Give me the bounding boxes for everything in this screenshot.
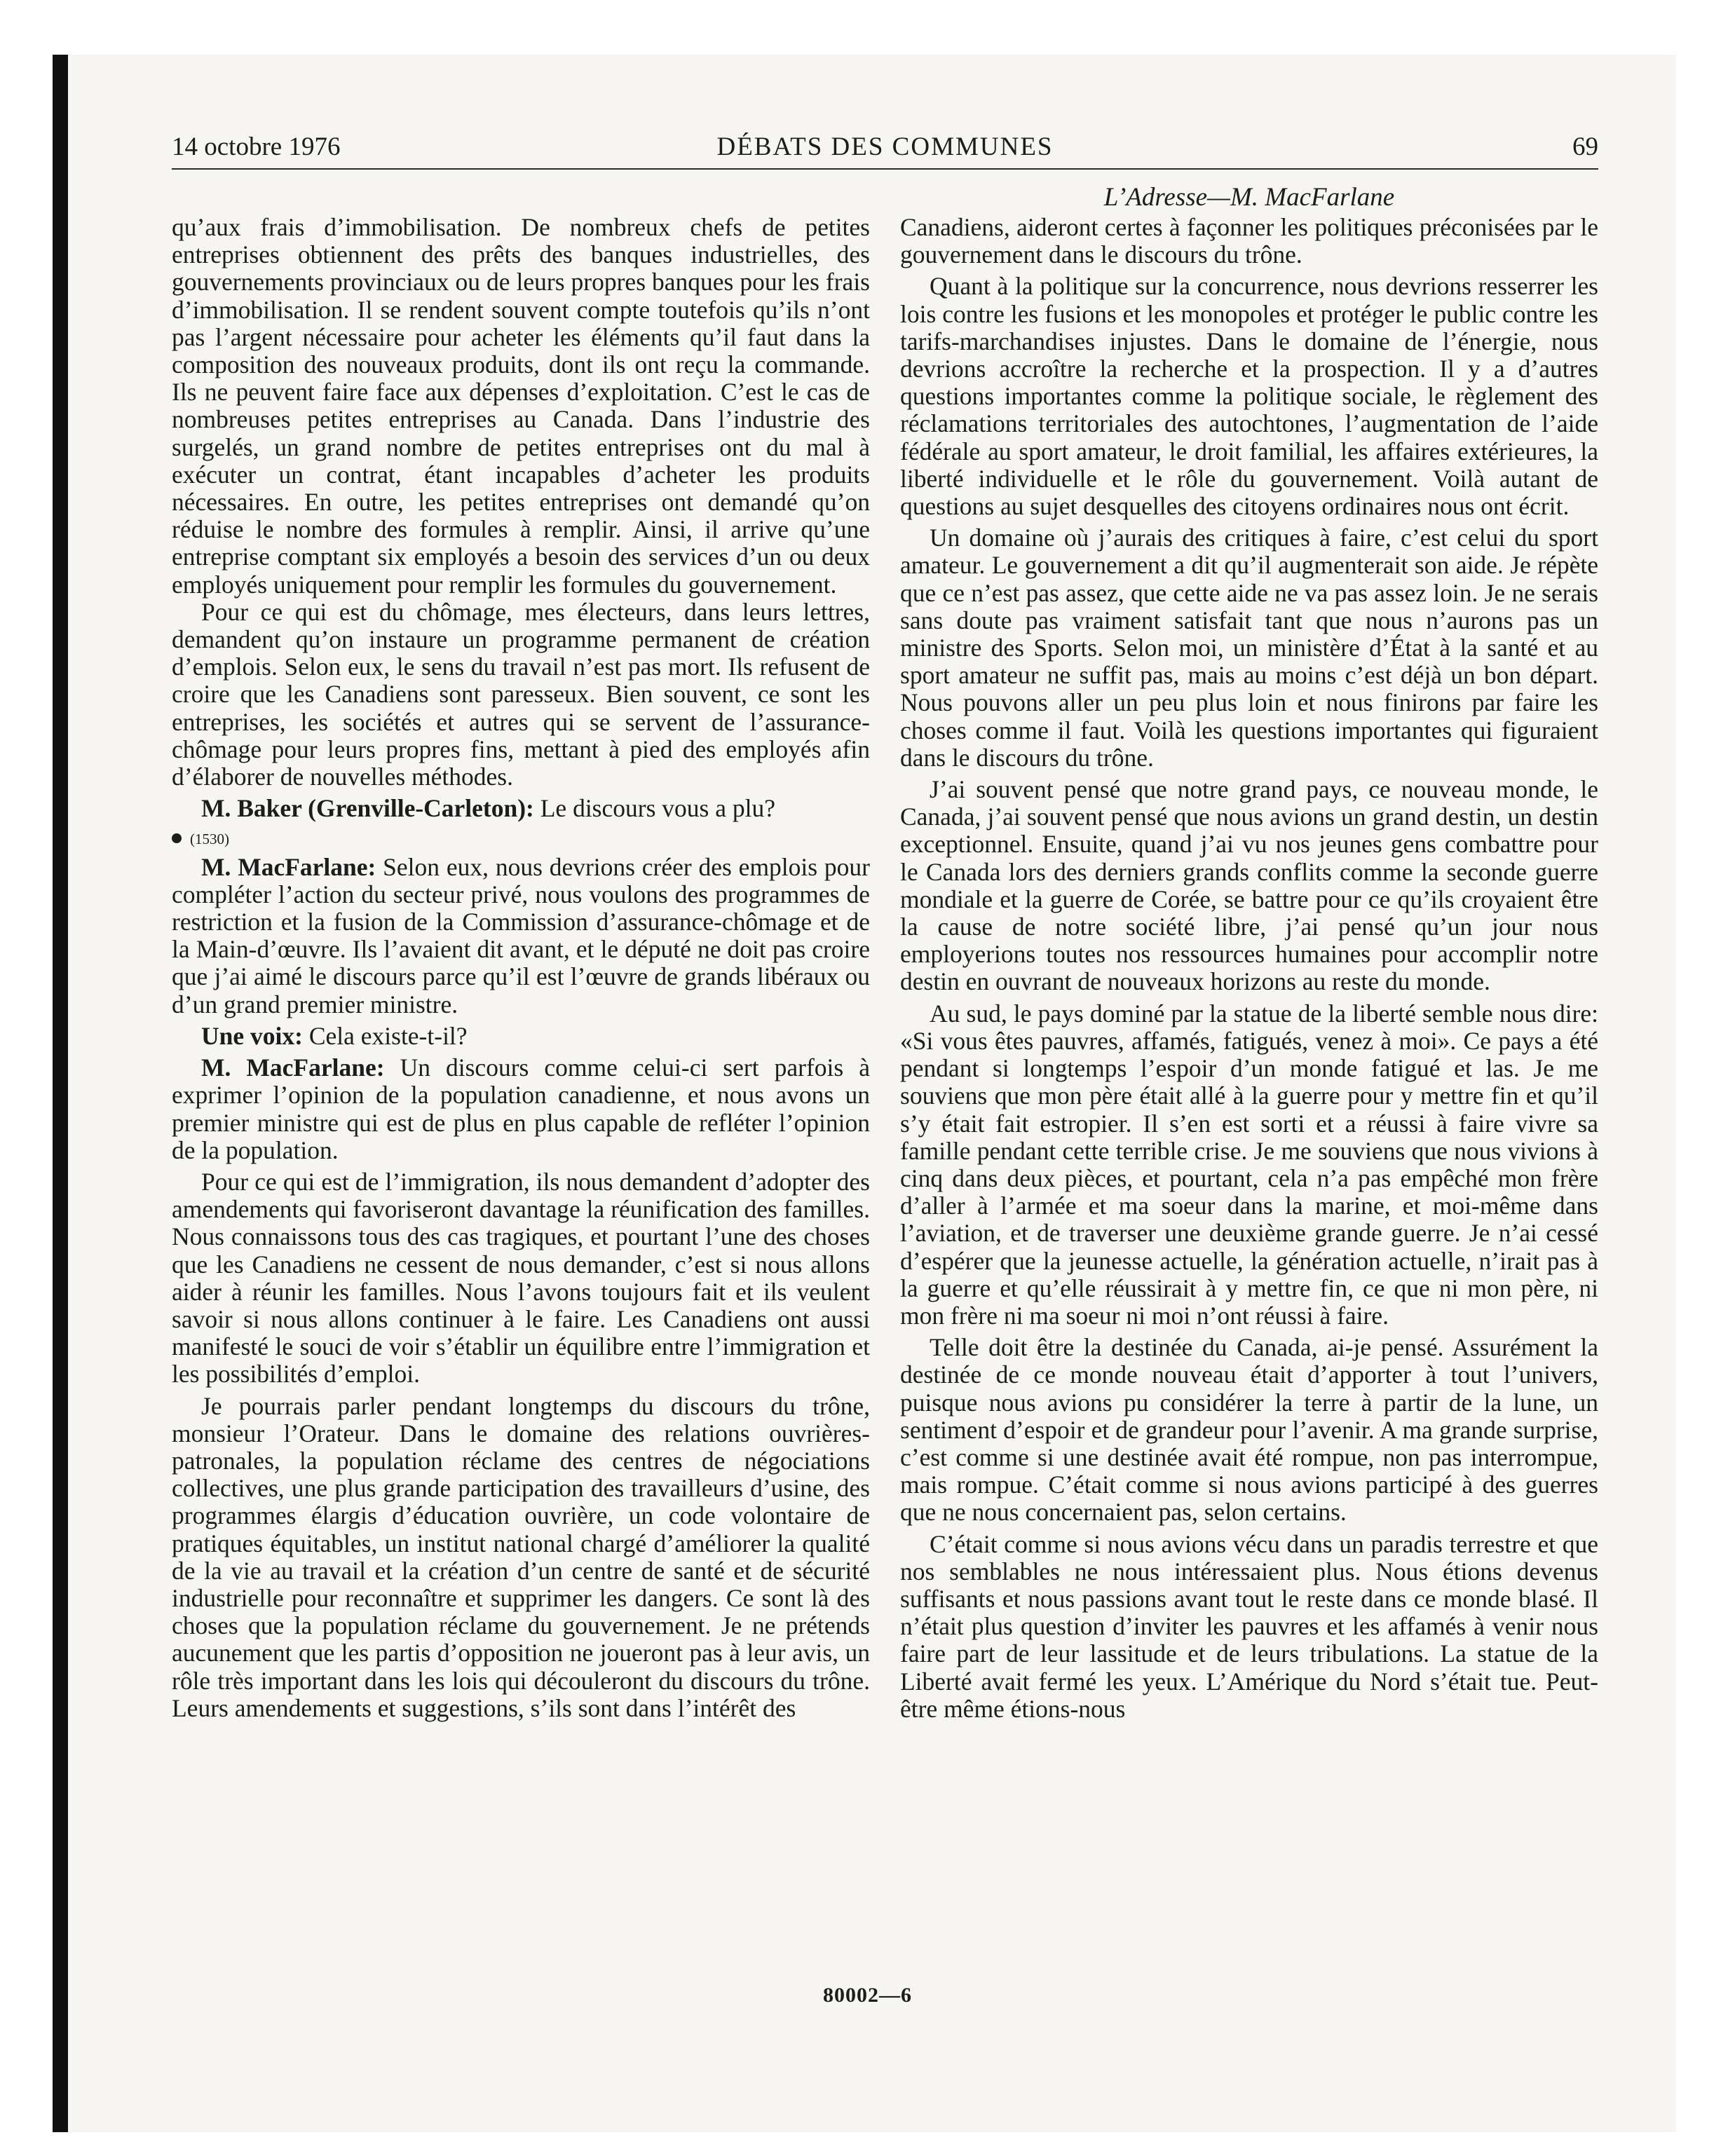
running-head: L’Adresse—M. MacFarlane xyxy=(1103,183,1395,212)
scan-edge-shadow xyxy=(53,55,68,2132)
speech-text: Un discours comme celui-ci sert parfois à exprimer l’opinion de la population canadienne, et nous avons un premier ministre qui est de plus en plus capable de refléter l’opinion de la population. xyxy=(172,1053,870,1164)
header-date: 14 octobre 1976 xyxy=(172,132,341,161)
speech-text: Selon eux, nous devrions créer des emplois pour compléter l’action du secteur privé, nous voulons des programmes de restriction et la fusion de la Commission d’assurance-chômage et de la Main-d’œuvre. Ils l’avaient dit avant, et le député ne doit pas croire que j’ai aimé le discours parce qu’il est l’œuvre de grands libéraux ou d’un grand premier ministre. xyxy=(172,852,870,1018)
paragraph: Un domaine où j’aurais des critiques à faire, c’est celui du sport amateur. Le gouvernement a dit qu’il augmenterait son aide. Je répète que ce n’est pas assez, que cette aide ne va pas assez loin. Je ne serais sans doute pas vraiment satisfait tant que nous n’aurons pas un ministre des Sports. Selon moi, un ministère d’État à la santé et au sport amateur ne suffit pas, mais au moins c’est déjà un bon départ. Nous pouvons aller un peu plus loin et nous finirons par faire les choses comme il faut. Voilà les questions importantes qui figuraient dans le discours du trône. xyxy=(900,524,1598,772)
speech-text: Cela existe-t-il? xyxy=(302,1021,468,1050)
paragraph: Telle doit être la destinée du Canada, ai-je pensé. Assurément la destinée de ce monde nouveau était d’apporter à tout l’univers, puisque nous avions pu considérer la terre à partir de la lune, un sentiment d’espoir et de grandeur pour l’avenir. A ma grande surprise, c’est comme si une destinée avait été rompue, non pas interrompue, mais rompue. C’était comme si nous avions participé à des guerres que ne nous concernaient pas, selon certains. xyxy=(900,1333,1598,1527)
speaker-name: M. MacFarlane: xyxy=(201,1053,385,1082)
right-column xyxy=(900,214,1598,1723)
bullet-icon xyxy=(172,833,182,843)
paragraph: Quant à la politique sur la concurrence, nous devrions resserrer les lois contre les fusions et les monopoles et protéger le public contre les tarifs-marchandises injustes. Dans le domaine de l’énergie, nous devrions accroître la recherche et la prospection. Il y a d’autres questions importantes comme la politique sociale, le règlement des réclamations territoriales des autochtones, l’augmentation de l’aide fédérale au sport amateur, le droit familial, les affaires extérieures, la liberté individuelle et le rôle du gouvernement. Voilà autant de questions au sujet desquelles des citoyens ordinaires nous ont écrit. xyxy=(900,272,1598,521)
left-column xyxy=(172,214,870,1722)
speech-text: Le discours vous a plu? xyxy=(533,794,775,823)
paragraph: qu’aux frais d’immobilisation. De nombreux chefs de petites entreprises obtiennent des prêts des banques industrielles, des gouvernements provinciaux ou de leurs propres banques pour les frais d’immobilisation. Il se rendent souvent compte toutefois qu’ils n’ont pas l’argent nécessaire pour acheter les éléments qu’il faut dans la composition des nouveaux produits, dont ils ont reçu la commande. Ils ne peuvent faire face aux dépenses d’exploitation. C’est le cas de nombreuses petites entreprises au Canada. Dans l’industrie des surgelés, un grand nombre de petites entreprises ont du mal à exécuter un contrat, étant incapables d’acheter les produits nécessaires. En outre, les petites entreprises ont demandé qu’on réduise le nombre des formules à remplir. Ainsi, il arrive qu’une entreprise comptant six employés a besoin des services d’un ou deux employés uniquement pour remplir les formules du gouvernement. xyxy=(172,213,870,599)
header-title: DÉBATS DES COMMUNES xyxy=(716,132,1054,161)
speaker-name: M. MacFarlane: xyxy=(201,852,376,881)
paragraph: Pour ce qui est de l’immigration, ils nous demandent d’adopter des amendements qui favoriseront davantage la réunification des familles. Nous connaissons tous des cas tragiques, et pourtant l’une des choses que les Canadiens ne cessent de nous demander, c’est si nous allons aider à réunir les familles. Nous l’avons toujours fait et ils veulent savoir si nous allons continuer à le faire. Les Canadiens ont aussi manifesté le souci de voir s’établir un équilibre entre l’immigration et les possibilités d’emploi. xyxy=(172,1167,870,1389)
paragraph: Pour ce qui est du chômage, mes électeurs, dans leurs lettres, demandent qu’on instaure un programme permanent de création d’emplois. Selon eux, le sens du travail n’est pas mort. Ils refusent de croire que les Canadiens sont paresseux. Bien souvent, ce sont les entreprises, les sociétés et autres qui se servent de l’assurance-chômage pour leurs propres fins, mettant à pied des employés afin d’élaborer de nouvelles méthodes. xyxy=(172,597,870,791)
timestamp: (1530) xyxy=(190,831,229,848)
speech-entry xyxy=(172,854,870,1018)
speech-entry xyxy=(172,795,870,822)
footer-signature-code: 80002—6 xyxy=(823,1984,912,2007)
paragraph: C’était comme si nous avions vécu dans un paradis terrestre et que nos semblables ne nous intéressaient plus. Nous étions devenus suffisants et nous passions avant tout le reste dans ce monde blasé. Il n’était plus question d’inviter les pauvres et les affamés à venir nous faire part de leur lassitude et de leurs tribulations. La statue de la Liberté avait fermé les yeux. L’Amérique du Nord s’était tue. Peut-être même étions-nous xyxy=(900,1529,1598,1723)
header-page-number: 69 xyxy=(1572,132,1598,161)
paragraph: Au sud, le pays dominé par la statue de la liberté semble nous dire: «Si vous êtes pauvres, affamés, fatigués, venez à moi». Ce pays a été pendant si longtemps l’espoir d’un monde fatigué et las. Je me souviens que mon père était allé à la guerre pour y mettre fin et qu’il s’y était fait estropier. Il s’en est sorti et a réussi à faire vivre sa famille pendant cette terrible crise. Je me souviens que nous vivions à cinq dans deux pièces, et pourtant, cela n’a pas empêché mon frère d’aller à l’armée et ma soeur dans la marine, et moi-même dans l’aviation, et de traverser une deuxième grande guerre. Je n’ai cessé d’espérer que la jeunesse actuelle, la génération actuelle, n’irait pas à la guerre et qu’elle réussirait à y mettre fin, ce que ni mon père, ni mon frère ni ma soeur ni moi n’ont réussi à faire. xyxy=(900,999,1598,1330)
paragraph: J’ai souvent pensé que notre grand pays, ce nouveau monde, le Canada, j’ai souvent pensé que nous avions un grand destin, un destin exceptionnel. Ensuite, quand j’ai vu nos jeunes gens combattre pour le Canada lors des derniers grands conflits comme la seconde guerre mondiale et la guerre de Corée, se battre pour ce qu’ils croyaient être la cause de notre société libre, j’ai pensé qu’un jour nous employerions toutes nos ressources humaines pour accomplir notre destin en ouvrant de nouveaux horizons au reste du monde. xyxy=(900,775,1598,996)
speech-entry xyxy=(172,1054,870,1164)
timestamp-line xyxy=(172,822,870,853)
paragraph: Canadiens, aideront certes à façonner les politiques préconisées par le gouvernement dans le discours du trône. xyxy=(900,213,1598,269)
speaker-name: Une voix: xyxy=(201,1021,303,1050)
speech-entry xyxy=(172,1023,870,1050)
paragraph: Je pourrais parler pendant longtemps du discours du trône, monsieur l’Orateur. Dans le domaine des relations ouvrières-patronales, la population réclame des centres de négociations collectives, une plus grande participation des travailleurs d’usine, des programmes élargis d’éducation ouvrière, un code volontaire de pratiques équitables, un institut national chargé d’améliorer la qualité de la vie au travail et la création d’un centre de santé et de sécurité industrielle pour reconnaître et supprimer les dangers. Ce sont là des choses que la population réclame du gouvernement. Je ne prétends aucunement que les partis d’opposition ne joueront pas à leur avis, un rôle très important dans les lois qui découleront du discours du trône. Leurs amendements et suggestions, s’ils sont dans l’intérêt des xyxy=(172,1391,870,1722)
speaker-name: M. Baker (Grenville-Carleton): xyxy=(201,794,534,823)
page-header xyxy=(172,126,1598,170)
